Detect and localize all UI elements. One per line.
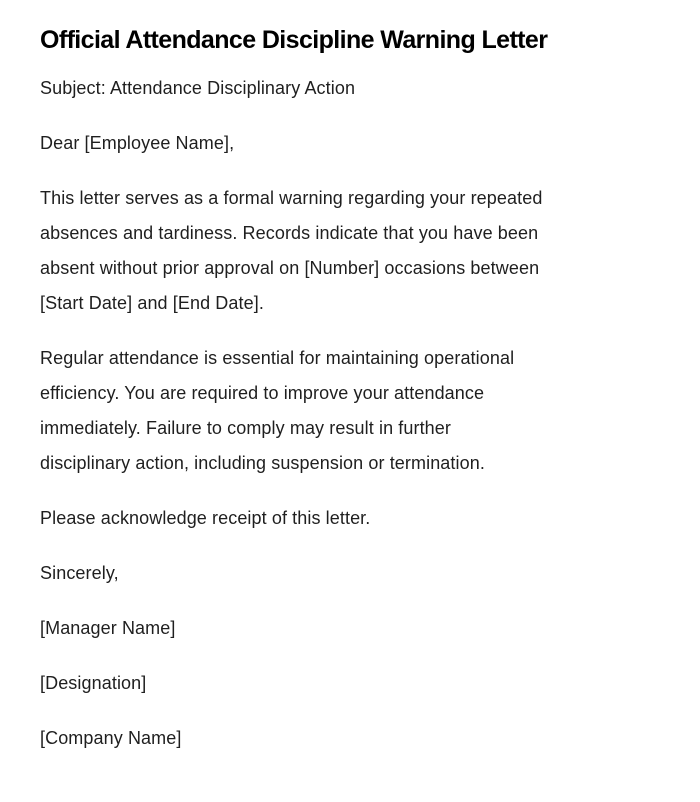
signature-designation: [Designation] <box>40 673 147 693</box>
text-line: immediately. Failure to comply may result in further <box>40 418 451 438</box>
signature-company-name: [Company Name] <box>40 728 182 748</box>
text-line: This letter serves as a formal warning regarding your repeated <box>40 188 543 208</box>
text-line: efficiency. You are required to improve your attendance <box>40 383 485 403</box>
text-line: absent without prior approval on [Number] occasions between <box>40 258 540 278</box>
salutation: Dear [Employee Name], <box>40 133 235 153</box>
text-line: absences and tardiness. Records indicate that you have been <box>40 223 539 243</box>
paragraph-absence-record <box>40 181 660 321</box>
paragraph-improvement-requirement <box>40 341 660 481</box>
subject-line: Subject: Attendance Disciplinary Action <box>40 78 356 98</box>
text-line: Regular attendance is essential for maintaining operational <box>40 348 515 368</box>
document-title: Official Attendance Discipline Warning Letter <box>40 26 548 54</box>
acknowledgement-line: Please acknowledge receipt of this letter. <box>40 508 371 528</box>
text-line: [Start Date] and [End Date]. <box>40 293 264 313</box>
signature-manager-name: [Manager Name] <box>40 618 176 638</box>
text-line: disciplinary action, including suspension or termination. <box>40 453 485 473</box>
closing: Sincerely, <box>40 563 119 583</box>
